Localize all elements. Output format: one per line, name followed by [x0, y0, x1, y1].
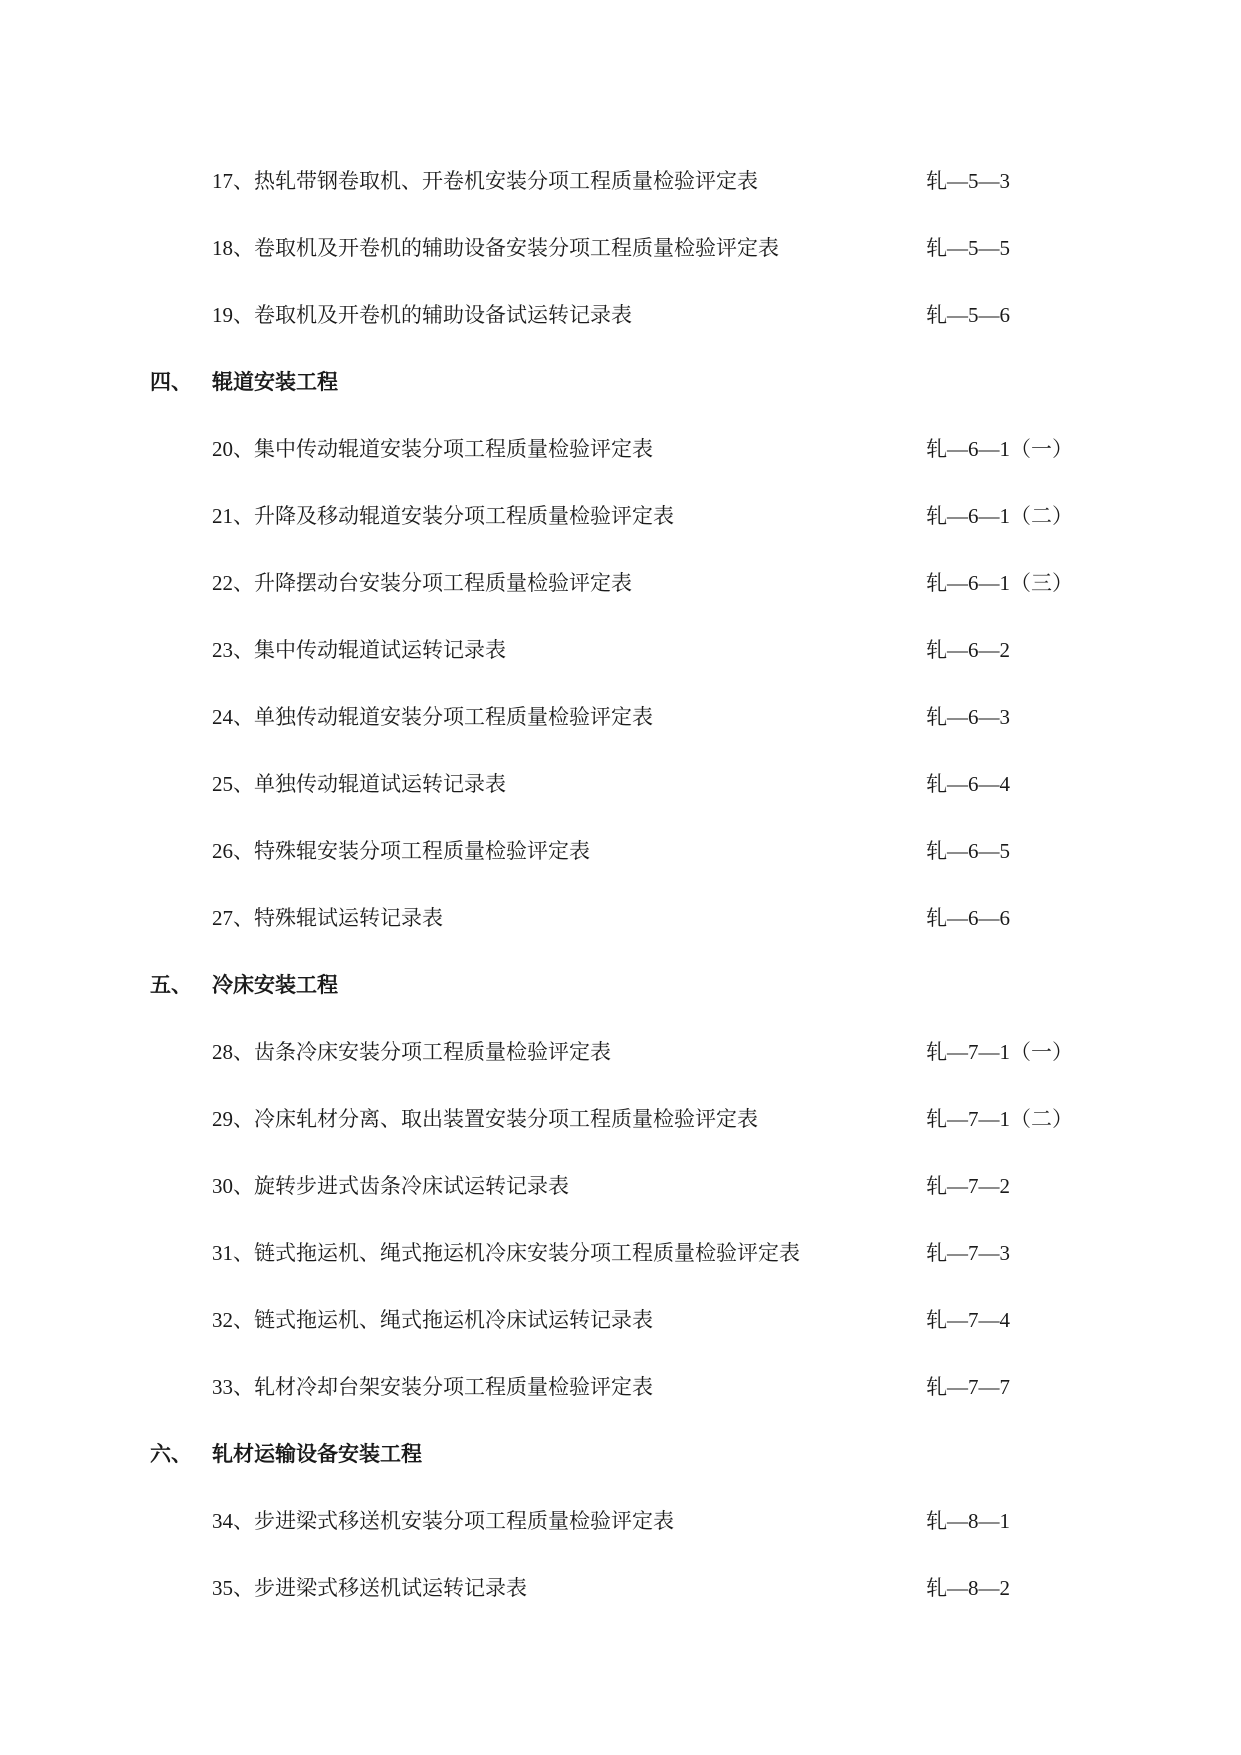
item-code: 轧—6—5	[926, 839, 1010, 863]
item-title: 19、卷取机及开卷机的辅助设备试运转记录表	[212, 303, 632, 327]
item-title: 22、升降摆动台安装分项工程质量检验评定表	[212, 571, 632, 595]
list-item	[0, 1166, 1241, 1206]
section-heading	[0, 1434, 1241, 1474]
list-item	[0, 1099, 1241, 1139]
section-number: 五、	[150, 973, 192, 997]
item-title: 26、特殊辊安装分项工程质量检验评定表	[212, 839, 590, 863]
item-code: 轧—8—1	[926, 1509, 1010, 1533]
item-code: 轧—7—7	[926, 1375, 1010, 1399]
list-item	[0, 1568, 1241, 1608]
item-title: 30、旋转步进式齿条冷床试运转记录表	[212, 1174, 569, 1198]
list-item	[0, 1300, 1241, 1340]
list-item	[0, 1501, 1241, 1541]
list-item	[0, 1233, 1241, 1273]
list-item	[0, 295, 1241, 335]
item-code: 轧—7—1（二）	[926, 1107, 1073, 1131]
item-title: 24、单独传动辊道安装分项工程质量检验评定表	[212, 705, 653, 729]
item-code: 轧—6—1（一）	[926, 437, 1073, 461]
item-code: 轧—5—6	[926, 303, 1010, 327]
item-code: 轧—6—1（三）	[926, 571, 1073, 595]
item-title: 27、特殊辊试运转记录表	[212, 906, 443, 930]
item-title: 25、单独传动辊道试运转记录表	[212, 772, 506, 796]
item-title: 35、步进梁式移送机试运转记录表	[212, 1576, 527, 1600]
item-title: 20、集中传动辊道安装分项工程质量检验评定表	[212, 437, 653, 461]
section-heading	[0, 965, 1241, 1005]
item-title: 18、卷取机及开卷机的辅助设备安装分项工程质量检验评定表	[212, 236, 779, 260]
item-code: 轧—6—6	[926, 906, 1010, 930]
list-item	[0, 429, 1241, 469]
list-item	[0, 496, 1241, 536]
list-item	[0, 697, 1241, 737]
item-code: 轧—7—3	[926, 1241, 1010, 1265]
list-item	[0, 764, 1241, 804]
section-number: 六、	[150, 1442, 192, 1466]
item-code: 轧—5—3	[926, 169, 1010, 193]
section-number: 四、	[150, 370, 192, 394]
item-title: 17、热轧带钢卷取机、开卷机安装分项工程质量检验评定表	[212, 169, 758, 193]
item-code: 轧—5—5	[926, 236, 1010, 260]
item-title: 21、升降及移动辊道安装分项工程质量检验评定表	[212, 504, 674, 528]
section-heading	[0, 362, 1241, 402]
list-item	[0, 831, 1241, 871]
item-code: 轧—7—2	[926, 1174, 1010, 1198]
list-item	[0, 630, 1241, 670]
item-code: 轧—6—4	[926, 772, 1010, 796]
item-title: 32、链式拖运机、绳式拖运机冷床试运转记录表	[212, 1308, 653, 1332]
item-title: 23、集中传动辊道试运转记录表	[212, 638, 506, 662]
item-title: 29、冷床轧材分离、取出装置安装分项工程质量检验评定表	[212, 1107, 758, 1131]
item-code: 轧—6—2	[926, 638, 1010, 662]
section-title: 冷床安装工程	[212, 973, 338, 997]
list-item	[0, 563, 1241, 603]
section-title: 辊道安装工程	[212, 370, 338, 394]
list-item	[0, 1367, 1241, 1407]
item-code: 轧—8—2	[926, 1576, 1010, 1600]
item-code: 轧—7—1（一）	[926, 1040, 1073, 1064]
list-item	[0, 1032, 1241, 1072]
item-code: 轧—6—1（二）	[926, 504, 1073, 528]
list-item	[0, 161, 1241, 201]
item-title: 28、齿条冷床安装分项工程质量检验评定表	[212, 1040, 611, 1064]
item-title: 34、步进梁式移送机安装分项工程质量检验评定表	[212, 1509, 674, 1533]
item-code: 轧—7—4	[926, 1308, 1010, 1332]
list-item	[0, 228, 1241, 268]
list-item	[0, 898, 1241, 938]
section-title: 轧材运输设备安装工程	[212, 1442, 422, 1466]
item-title: 33、轧材冷却台架安装分项工程质量检验评定表	[212, 1375, 653, 1399]
item-code: 轧—6—3	[926, 705, 1010, 729]
item-title: 31、链式拖运机、绳式拖运机冷床安装分项工程质量检验评定表	[212, 1241, 800, 1265]
